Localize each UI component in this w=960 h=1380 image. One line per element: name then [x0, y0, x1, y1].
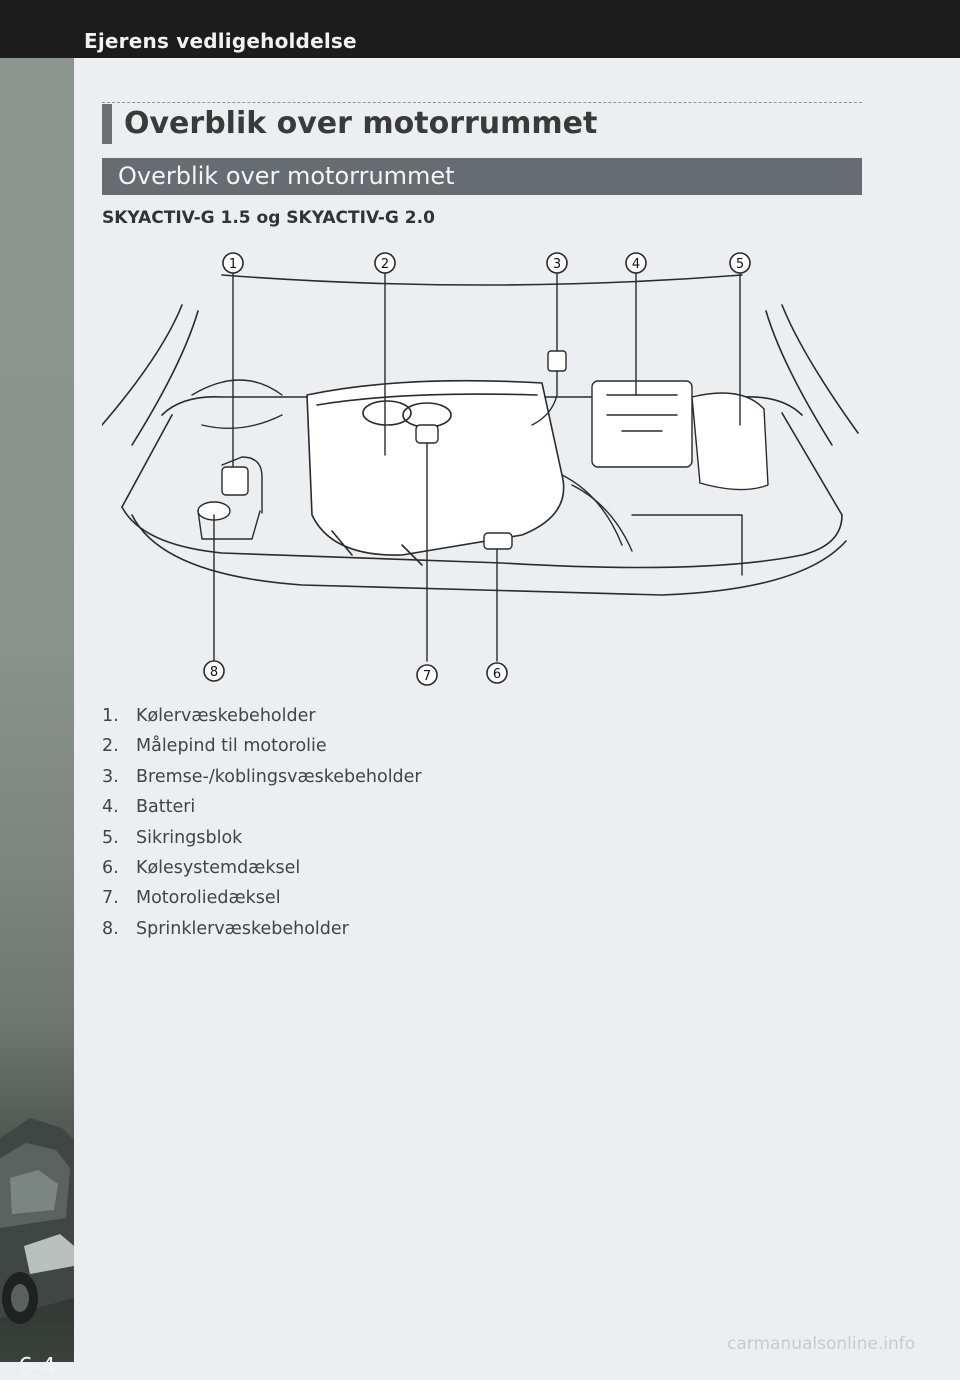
subheading: Overblik over motorrummet: [118, 162, 455, 190]
car-photo-thumbnail: [0, 1098, 74, 1358]
legend-item: [102, 797, 802, 827]
legend-label: Bremse-/koblingsvæskebeholder: [136, 766, 422, 787]
callout-8: 8: [209, 665, 219, 680]
legend-number: 6.: [102, 857, 119, 878]
left-sidebar: [0, 58, 74, 1380]
callout-2: 2: [380, 257, 390, 272]
callout-7: 7: [422, 669, 432, 684]
callout-5: 5: [735, 257, 745, 272]
legend-label: Kølesystemdæksel: [136, 857, 301, 878]
legend-number: 2.: [102, 736, 119, 757]
legend-label: Målepind til motorolie: [136, 736, 327, 757]
legend-number: 5.: [102, 827, 119, 848]
page-title: Overblik over motorrummet: [124, 106, 598, 141]
legend-number: 8.: [102, 918, 119, 939]
legend-label: Sikringsblok: [136, 827, 243, 848]
legend-number: 3.: [102, 766, 119, 787]
callout-3: 3: [552, 257, 562, 272]
heading-accent-bar: [102, 104, 112, 144]
legend-number: 7.: [102, 888, 119, 909]
component-legend: [102, 706, 802, 949]
heading-divider: [102, 102, 862, 103]
watermark-text: carmanualsonline.info: [727, 1334, 916, 1354]
section-title: Ejerens vedligeholdelse: [84, 29, 357, 53]
legend-number: 1.: [102, 706, 119, 726]
callout-4: 4: [631, 257, 641, 272]
legend-label: Sprinklervæskebeholder: [136, 918, 349, 939]
top-header-bar: [0, 0, 960, 58]
legend-number: 4.: [102, 797, 119, 818]
callout-1: 1: [228, 257, 238, 272]
legend-item: [102, 858, 802, 888]
legend-label: Batteri: [136, 797, 196, 818]
legend-label: Kølervæskebeholder: [136, 706, 316, 726]
engine-cover: [307, 381, 564, 565]
legend-item: [102, 706, 802, 736]
legend-item: [102, 767, 802, 797]
page-number: 6-4: [18, 1354, 56, 1380]
legend-item: [102, 888, 802, 918]
legend-item: [102, 828, 802, 858]
engine-variant-title: SKYACTIV-G 1.5 og SKYACTIV-G 2.0: [102, 208, 435, 228]
legend-item: [102, 736, 802, 766]
engine-bay-diagram: [102, 245, 862, 695]
callout-6: 6: [492, 667, 502, 682]
legend-label: Motoroliedæksel: [136, 888, 281, 909]
legend-item: [102, 919, 802, 949]
